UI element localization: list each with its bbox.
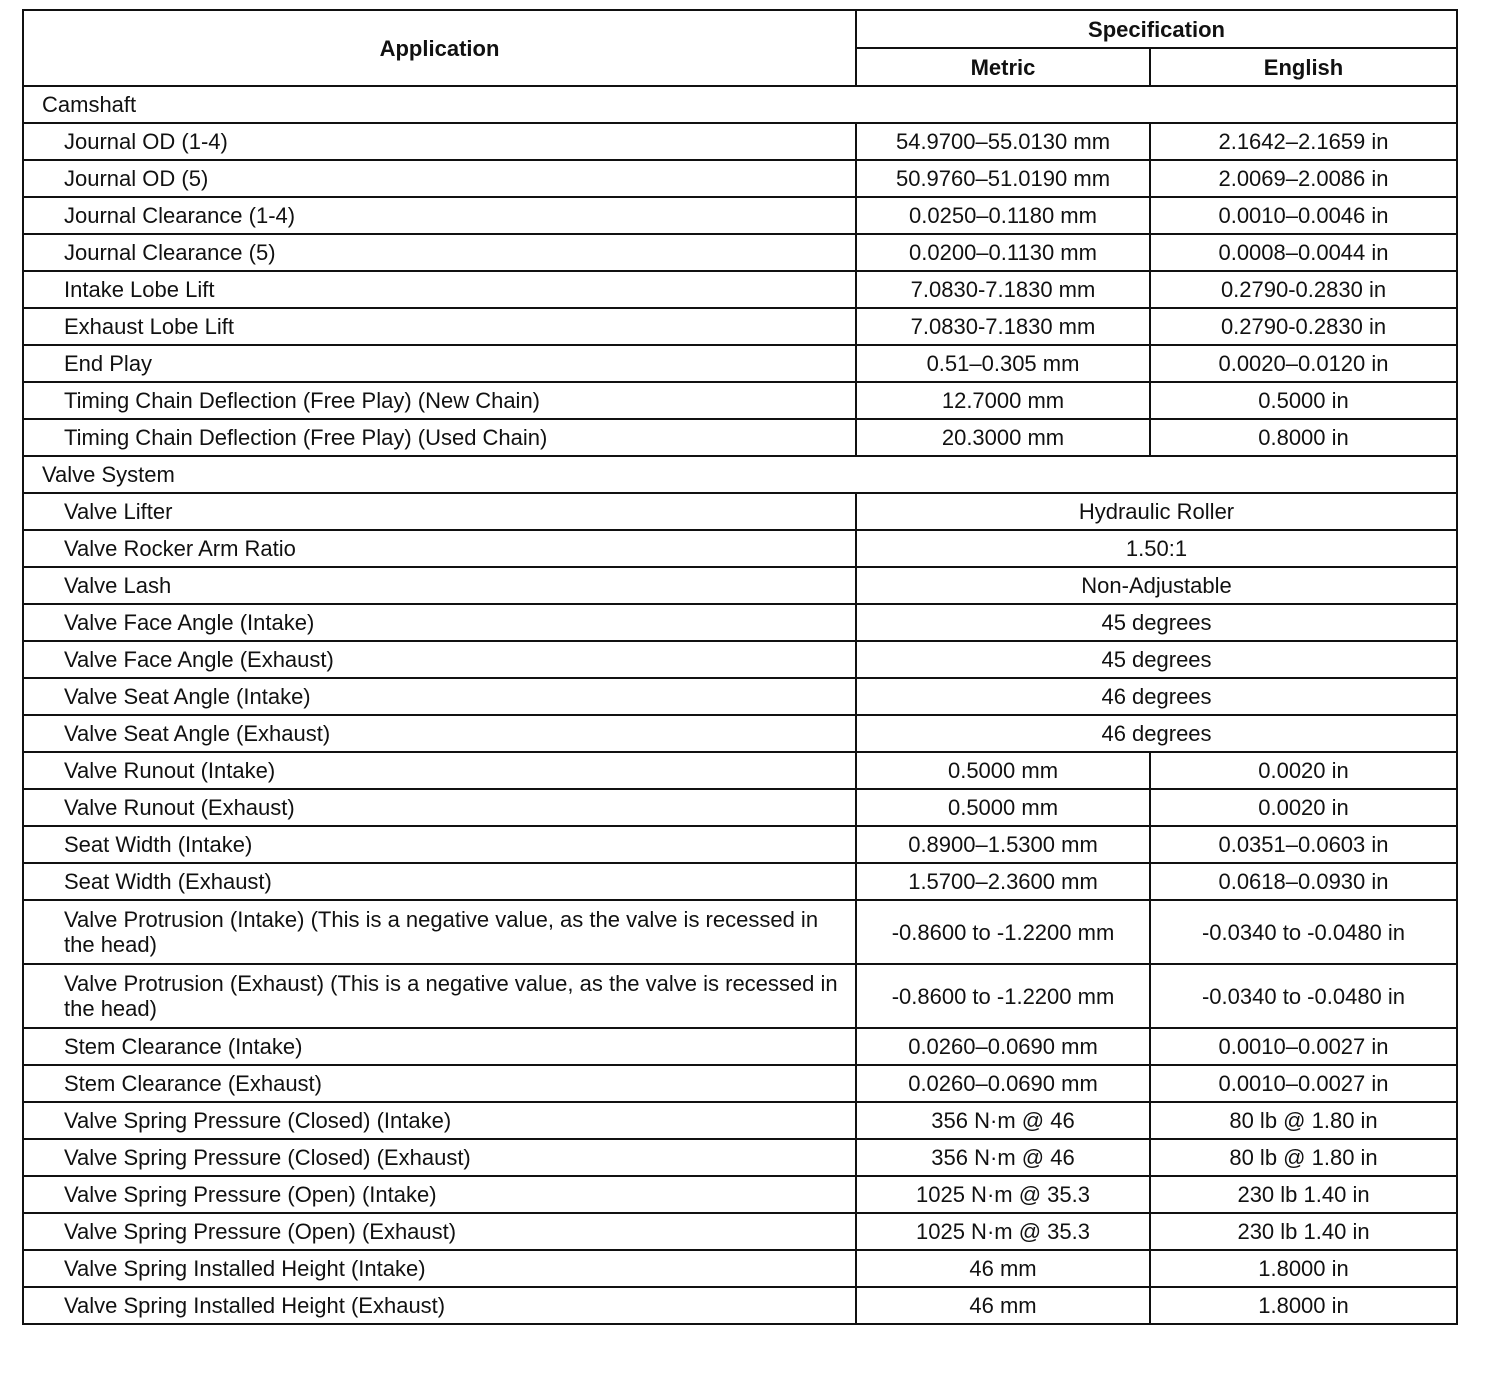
application-cell: Valve Runout (Intake) <box>23 752 856 789</box>
english-cell: 0.5000 in <box>1150 382 1457 419</box>
table-row <box>23 752 1457 789</box>
application-cell: Exhaust Lobe Lift <box>23 308 856 345</box>
table-row <box>23 345 1457 382</box>
application-cell: Stem Clearance (Exhaust) <box>23 1065 856 1102</box>
english-cell: 0.0020 in <box>1150 789 1457 826</box>
table-row <box>23 604 1457 641</box>
english-cell: 0.0618–0.0930 in <box>1150 863 1457 900</box>
english-cell: -0.0340 to -0.0480 in <box>1150 900 1457 964</box>
table-row <box>23 1102 1457 1139</box>
specification-cell: 46 degrees <box>856 678 1457 715</box>
table-row <box>23 197 1457 234</box>
application-cell: Valve Face Angle (Intake) <box>23 604 856 641</box>
table-row <box>23 1176 1457 1213</box>
english-cell: 1.8000 in <box>1150 1287 1457 1324</box>
specification-cell: 46 degrees <box>856 715 1457 752</box>
application-cell: Seat Width (Exhaust) <box>23 863 856 900</box>
application-cell: End Play <box>23 345 856 382</box>
english-cell: 0.0351–0.0603 in <box>1150 826 1457 863</box>
specification-table <box>22 9 1458 1325</box>
application-cell: Valve Runout (Exhaust) <box>23 789 856 826</box>
table-row <box>23 567 1457 604</box>
application-cell: Seat Width (Intake) <box>23 826 856 863</box>
application-cell: Valve Lifter <box>23 493 856 530</box>
metric-cell: 0.8900–1.5300 mm <box>856 826 1150 863</box>
metric-cell: 0.5000 mm <box>856 789 1150 826</box>
specification-cell: 1.50:1 <box>856 530 1457 567</box>
section-row <box>23 456 1457 493</box>
metric-cell: 1.5700–2.3600 mm <box>856 863 1150 900</box>
english-cell: 80 lb @ 1.80 in <box>1150 1102 1457 1139</box>
metric-cell: 0.5000 mm <box>856 752 1150 789</box>
table-row <box>23 1028 1457 1065</box>
application-cell: Valve Spring Installed Height (Exhaust) <box>23 1287 856 1324</box>
metric-cell: 20.3000 mm <box>856 419 1150 456</box>
metric-cell: 50.9760–51.0190 mm <box>856 160 1150 197</box>
application-cell: Valve Protrusion (Exhaust) (This is a negative value, as the valve is recessed in the head) <box>23 964 856 1028</box>
application-cell: Journal OD (5) <box>23 160 856 197</box>
english-cell: 230 lb 1.40 in <box>1150 1213 1457 1250</box>
table-row <box>23 1213 1457 1250</box>
english-cell: 0.8000 in <box>1150 419 1457 456</box>
english-cell: 0.0010–0.0027 in <box>1150 1028 1457 1065</box>
english-cell: 0.0020 in <box>1150 752 1457 789</box>
application-cell: Valve Spring Pressure (Closed) (Intake) <box>23 1102 856 1139</box>
table-header <box>23 10 1457 86</box>
specification-cell: Non-Adjustable <box>856 567 1457 604</box>
metric-cell: 0.0260–0.0690 mm <box>856 1028 1150 1065</box>
english-cell: 0.0008–0.0044 in <box>1150 234 1457 271</box>
table-row <box>23 1065 1457 1102</box>
application-cell: Valve Spring Pressure (Open) (Intake) <box>23 1176 856 1213</box>
application-cell: Valve Rocker Arm Ratio <box>23 530 856 567</box>
table-row <box>23 678 1457 715</box>
english-cell: 0.0010–0.0027 in <box>1150 1065 1457 1102</box>
table-row <box>23 419 1457 456</box>
table-row <box>23 123 1457 160</box>
metric-cell: 46 mm <box>856 1287 1150 1324</box>
metric-cell: 0.0250–0.1180 mm <box>856 197 1150 234</box>
english-cell: 230 lb 1.40 in <box>1150 1176 1457 1213</box>
english-cell: 1.8000 in <box>1150 1250 1457 1287</box>
application-cell: Valve Face Angle (Exhaust) <box>23 641 856 678</box>
application-cell: Valve Seat Angle (Intake) <box>23 678 856 715</box>
section-title: Valve System <box>23 456 1457 493</box>
metric-cell: 356 N·m @ 46 <box>856 1102 1150 1139</box>
english-cell: 0.2790-0.2830 in <box>1150 271 1457 308</box>
metric-cell: 0.0260–0.0690 mm <box>856 1065 1150 1102</box>
application-cell: Valve Spring Pressure (Closed) (Exhaust) <box>23 1139 856 1176</box>
metric-cell: 12.7000 mm <box>856 382 1150 419</box>
application-cell: Valve Protrusion (Intake) (This is a negative value, as the valve is recessed in the head) <box>23 900 856 964</box>
section-row <box>23 86 1457 123</box>
application-cell: Valve Lash <box>23 567 856 604</box>
english-cell: 0.2790-0.2830 in <box>1150 308 1457 345</box>
table-row <box>23 789 1457 826</box>
metric-cell: 54.9700–55.0130 mm <box>856 123 1150 160</box>
application-cell: Journal OD (1-4) <box>23 123 856 160</box>
table-row <box>23 900 1457 964</box>
table-row <box>23 964 1457 1028</box>
table-row <box>23 530 1457 567</box>
table-row <box>23 308 1457 345</box>
table-row <box>23 493 1457 530</box>
english-cell: 80 lb @ 1.80 in <box>1150 1139 1457 1176</box>
specification-column-header: Specification <box>856 10 1457 48</box>
english-cell: 0.0020–0.0120 in <box>1150 345 1457 382</box>
english-cell: 2.1642–2.1659 in <box>1150 123 1457 160</box>
table-row <box>23 234 1457 271</box>
application-cell: Timing Chain Deflection (Free Play) (Used Chain) <box>23 419 856 456</box>
application-cell: Stem Clearance (Intake) <box>23 1028 856 1065</box>
application-cell: Journal Clearance (1-4) <box>23 197 856 234</box>
specification-cell: 45 degrees <box>856 641 1457 678</box>
section-title: Camshaft <box>23 86 1457 123</box>
metric-column-header: Metric <box>856 48 1150 86</box>
metric-cell: 356 N·m @ 46 <box>856 1139 1150 1176</box>
application-cell: Intake Lobe Lift <box>23 271 856 308</box>
table-row <box>23 1287 1457 1324</box>
specification-cell: 45 degrees <box>856 604 1457 641</box>
metric-cell: 7.0830-7.1830 mm <box>856 271 1150 308</box>
specification-cell: Hydraulic Roller <box>856 493 1457 530</box>
metric-cell: 0.0200–0.1130 mm <box>856 234 1150 271</box>
table-body <box>23 86 1457 1324</box>
metric-cell: -0.8600 to -1.2200 mm <box>856 964 1150 1028</box>
table-row <box>23 641 1457 678</box>
application-cell: Timing Chain Deflection (Free Play) (New Chain) <box>23 382 856 419</box>
table-row <box>23 382 1457 419</box>
application-cell: Valve Seat Angle (Exhaust) <box>23 715 856 752</box>
application-cell: Valve Spring Pressure (Open) (Exhaust) <box>23 1213 856 1250</box>
metric-cell: 0.51–0.305 mm <box>856 345 1150 382</box>
application-column-header: Application <box>23 10 856 86</box>
table-row <box>23 863 1457 900</box>
english-cell: 0.0010–0.0046 in <box>1150 197 1457 234</box>
table-row <box>23 1139 1457 1176</box>
metric-cell: -0.8600 to -1.2200 mm <box>856 900 1150 964</box>
table-row <box>23 1250 1457 1287</box>
table-row <box>23 160 1457 197</box>
english-cell: -0.0340 to -0.0480 in <box>1150 964 1457 1028</box>
table-row <box>23 715 1457 752</box>
application-cell: Valve Spring Installed Height (Intake) <box>23 1250 856 1287</box>
english-cell: 2.0069–2.0086 in <box>1150 160 1457 197</box>
english-column-header: English <box>1150 48 1457 86</box>
metric-cell: 1025 N·m @ 35.3 <box>856 1213 1150 1250</box>
metric-cell: 7.0830-7.1830 mm <box>856 308 1150 345</box>
table-row <box>23 271 1457 308</box>
application-cell: Journal Clearance (5) <box>23 234 856 271</box>
table-row <box>23 826 1457 863</box>
metric-cell: 46 mm <box>856 1250 1150 1287</box>
metric-cell: 1025 N·m @ 35.3 <box>856 1176 1150 1213</box>
